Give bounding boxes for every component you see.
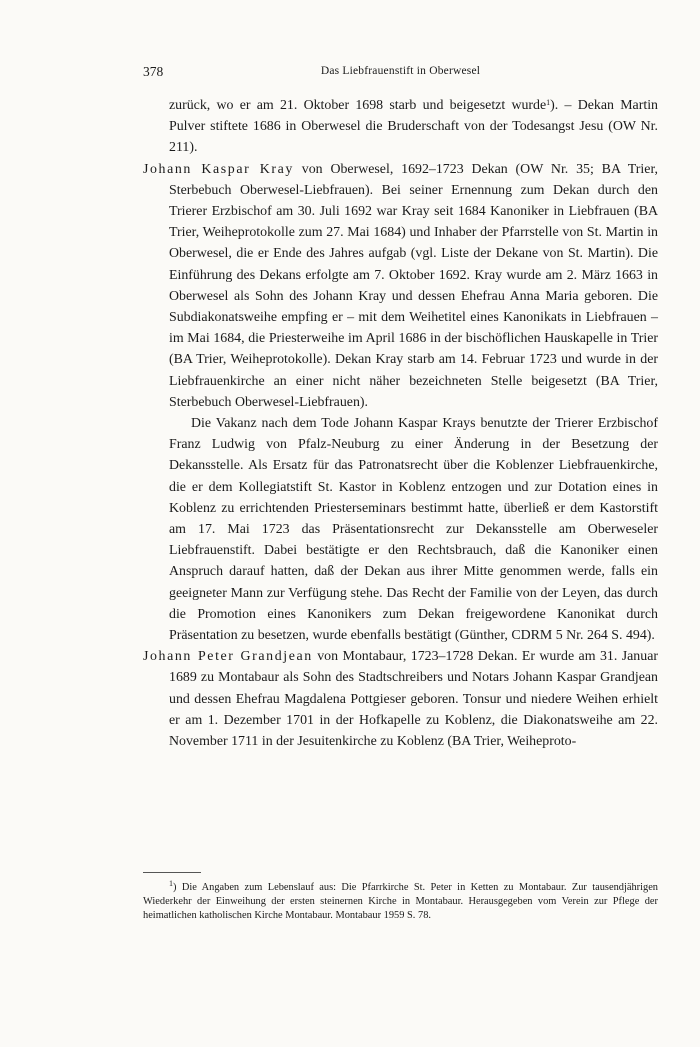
main-text bbox=[143, 95, 658, 752]
entry-name: Johann Kaspar Kray bbox=[143, 161, 294, 177]
entry-text: von Montabaur, 1723–1728 Dekan. Er wurde am 31. Januar 1689 zu Montabaur als Sohn des Stadtschreibers und Notars Johann Kaspar Grandjean und dessen Ehefrau Magdalena Pottgieser geboren. Tonsur und niedere Weihen erhielt er am 1. Dezember 1701 in der Hofkapelle zu Koblenz, die Diakonatsweihe am 22. November 1711 in der Jesuitenkirche zu Koblenz (BA Trier, Weiheproto- bbox=[169, 649, 658, 750]
entry-johann-kaspar-kray bbox=[143, 159, 658, 413]
vakanz-paragraph bbox=[143, 413, 658, 646]
continued-text-end: ). – Dekan Martin Pulver stiftete 1686 in Oberwesel die Bruderschaft von der Todesangst Jesu (OW Nr. 211). bbox=[169, 98, 658, 156]
entry-name: Johann Peter Grandjean bbox=[143, 649, 313, 665]
page-header bbox=[143, 64, 658, 84]
footnote-divider bbox=[143, 872, 201, 873]
page-number: 378 bbox=[143, 64, 164, 79]
footnote-marker: 1 bbox=[169, 879, 173, 888]
vakanz-text: Die Vakanz nach dem Tode Johann Kaspar Krays benutzte der Trierer Erzbischof Franz Ludwig von Pfalz-Neuburg zu einer Änderung in der Besetzung der Dekansstelle. Als Ersatz für das Patronatsrecht über die Koblenzer Liebfrauenkirche, die er dem Kollegiatstift St. Kastor in Koblenz entzogen und zur Dotation eines in Koblenz zu errichtenden Priesterseminars bestimmt hatte, überließ er dem Kastorstift am 17. Mai 1723 das Präsentationsrecht zur Dekansstelle am Oberweseler Liebfrauenstift. Dabei bestätigte er den Rechtsbrauch, daß die Kanoniker einen Anspruch darauf hatten, daß der Dekan aus ihrer Mitte genommen werde, falls ein geeigneter Mann zur Verfügung stehe. Das Recht der Familie von der Leyen, das durch die Promotion eines Kanonikers zum Dekan freigewordene Kanonikat durch Präsentation zu besetzen, wurde ebenfalls bestätigt (Günther, CDRM 5 Nr. 264 S. 494). bbox=[169, 416, 658, 644]
footnote-reference: 1 bbox=[546, 98, 551, 107]
entry-text: von Oberwesel, 1692–1723 Dekan (OW Nr. 35; BA Trier, Sterbebuch Oberwesel-Liebfrauen). Bei seiner Ernennung zum Dekan durch den Trierer Erzbischof am 30. Juli 1692 war Kray seit 1684 Kanoniker in Liebfrauen (BA Trier, Weiheprotokolle zum 27. Mai 1684) und Inhaber der Pfarrstelle von St. Martin in Oberwesel, die er Ende des Jahres aufgab (vgl. Liste der Dekane von St. Martin). Die Einführung des Dekans erfolgte am 7. Oktober 1692. Kray wurde am 2. März 1663 in Oberwesel als Sohn des Johann Kray und dessen Ehefrau Anna Maria geboren. Die Subdiakonatsweihe empfing er – mit dem Weihetitel eines Kanonikats in Liebfrauen – im Mai 1684, die Priesterweihe im April 1686 in der bischöflichen Hauskapelle in Trier (BA Trier, Weiheprotokolle). Dekan Kray starb am 14. Februar 1723 und wurde in der Liebfrauenkirche an einer nicht näher bezeichneten Stelle beigesetzt (BA Trier, Sterbebuch Oberwesel-Liebfrauen). bbox=[169, 161, 658, 410]
footnote bbox=[143, 881, 658, 924]
continued-paragraph bbox=[143, 95, 658, 159]
running-title: Das Liebfrauenstift in Oberwesel bbox=[320, 65, 481, 77]
footnote-text: ) Die Angaben zum Lebenslauf aus: Die Pfarrkirche St. Peter in Ketten zu Montabaur. Zur tausendjährigen Wiederkehr der Einweihung der ersten steinernen Kirche in Montabaur. Herausgegeben vom Verein zur Pflege der heimatlichen katholischen Kirche Montabaur. Montabaur 1959 S. 78. bbox=[143, 882, 658, 922]
entry-johann-peter-grandjean bbox=[143, 646, 658, 752]
continued-text-start: zurück, wo er am 21. Oktober 1698 starb und beigesetzt wurde bbox=[169, 98, 547, 113]
